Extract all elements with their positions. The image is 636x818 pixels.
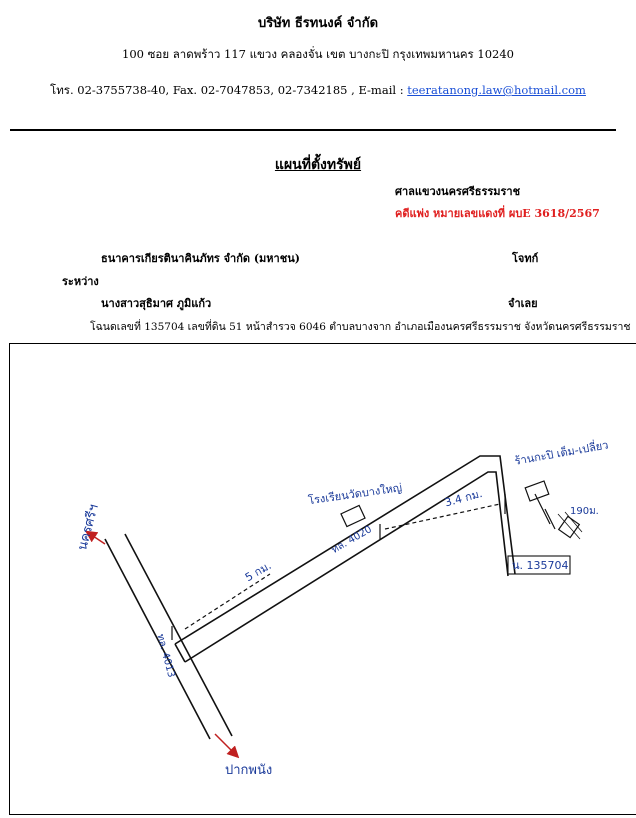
document-title: แผนที่ตั้งทรัพย์ bbox=[274, 157, 362, 173]
between-label: ระหว่าง bbox=[62, 275, 99, 288]
school-marker bbox=[341, 505, 365, 526]
label-distance-3-4km: 3.4 กม. bbox=[443, 486, 484, 510]
label-road-4020: ทล. 4020 bbox=[329, 524, 374, 556]
label-nakhon: นครศรีฯ bbox=[75, 502, 102, 553]
label-school: โรงเรียนวัดบางใหญ่ bbox=[307, 481, 403, 508]
plaintiff-name: ธนาคารเกียรตินาคินภัทร จำกัด (มหาชน) bbox=[101, 252, 300, 265]
hand-drawn-map bbox=[10, 344, 636, 814]
label-distance-190m: 190ม. bbox=[570, 506, 599, 517]
road-4013 bbox=[105, 534, 232, 739]
road-4020 bbox=[175, 456, 515, 662]
label-distance-5km: 5 กม. bbox=[242, 558, 274, 585]
contact-phone-fax: โทร. 02-3755738-40, Fax. 02-7047853, 02-7342185 , E-mail : bbox=[50, 83, 408, 97]
company-name: บริษัท ธีรทนงค์ จำกัด bbox=[257, 16, 379, 31]
email-link[interactable]: teeratanong.law@hotmail.com bbox=[407, 83, 586, 97]
label-shop: ร้านกะปิ เต็ม-เปลี่ยว bbox=[513, 438, 610, 468]
label-pak-phanang: ปากพนัง bbox=[225, 763, 273, 778]
header-divider bbox=[10, 129, 616, 131]
defendant-role: จำเลย bbox=[508, 297, 538, 310]
company-address: 100 ซอย ลาดพร้าว 117 แขวง คลองจั่น เขต บางกะปิ กรุงเทพมหานคร 10240 bbox=[122, 47, 514, 61]
company-contact bbox=[0, 82, 636, 100]
label-deed: น. 135704 bbox=[512, 559, 569, 572]
defendant-name: นางสาวสุธิมาศ ภูมิแก้ว bbox=[101, 297, 212, 310]
map-frame bbox=[9, 343, 636, 815]
case-number: คดีแพ่ง หมายเลขแดงที่ ผบE 3618/2567 bbox=[395, 207, 600, 220]
court-name: ศาลแขวงนครศรีธรรมราช bbox=[395, 185, 521, 198]
shop-marker bbox=[525, 481, 549, 501]
plaintiff-role: โจทก์ bbox=[512, 252, 539, 265]
deed-info: โฉนดเลขที่ 135704 เลขที่ดิน 51 หน้าสำรวจ 6046 ตำบลบางจาก อำเภอเมืองนครศรีธรรมราช จังหวัดนครศรีธรรมราช bbox=[90, 321, 631, 333]
south-arrow bbox=[215, 734, 235, 754]
label-road-4013: ทล. 4013 bbox=[154, 632, 177, 679]
